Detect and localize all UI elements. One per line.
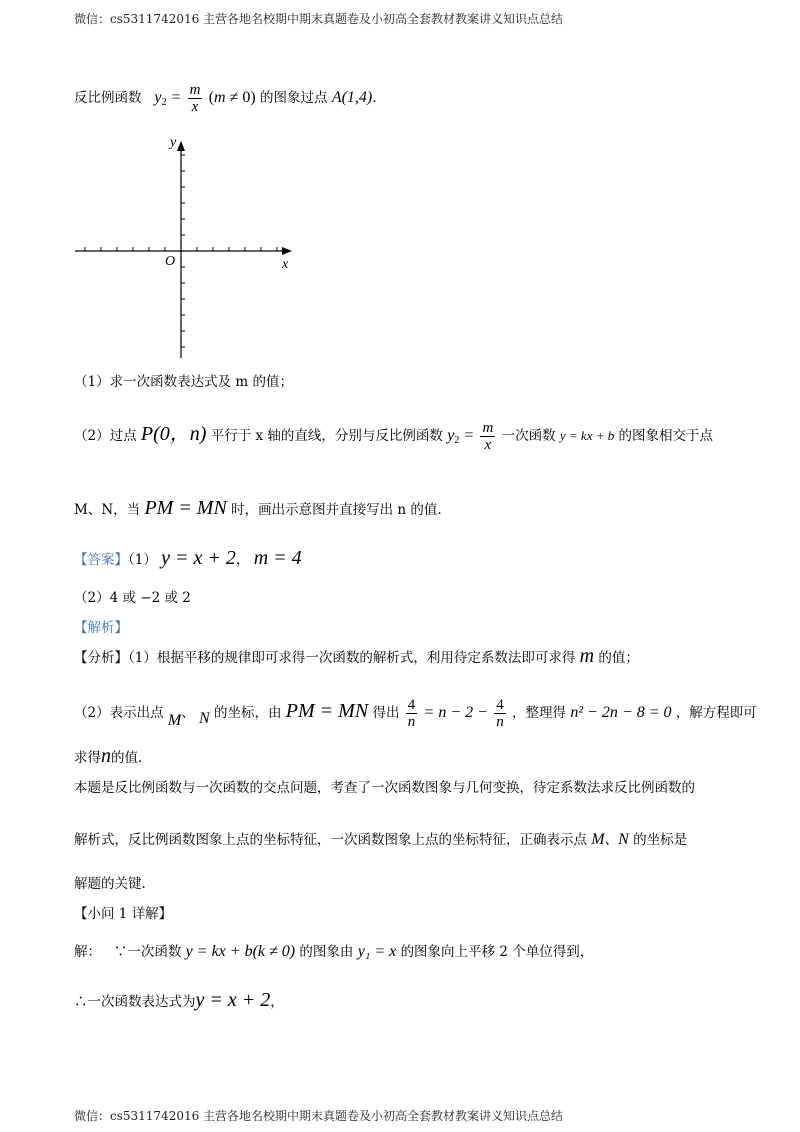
detail-comma: ， [270,994,284,1010]
answer-line [74,548,302,570]
question-1: （1）求一次函数表达式及 m 的值； [74,374,293,390]
page-header: 微信：cs5311742016 主营各地名校期中期末真题卷及小初高全套教材教案讲义知识点总结 [74,12,564,26]
fenxi-n-label: N [199,710,210,727]
fenxi-line3-end: 的值. [111,750,143,766]
fenxi-line2-a: （2）表示出点 [74,705,164,721]
q2-prefix: （2）过点 [74,428,137,444]
q2-line2-end: 时，画出示意图并直接写出 n 的值. [231,502,442,518]
fenxi-condition: PM = MN [285,700,369,722]
intro-line [74,82,377,115]
fenxi-m-var: m [579,645,595,667]
y-axis-label: y [170,135,177,150]
fenxi-m-label: M [167,712,182,729]
answer-part1-label: （1） [128,552,157,568]
detail-result: y = x + 2 [195,989,271,1011]
intro-tail: . [372,90,377,106]
y-axis-arrow [177,141,185,151]
intro-text-after: 的图象过点 [260,90,328,106]
summary-line2-b: 的坐标是 [633,832,688,848]
q2-m-over-x: $\frac{m}{x}$ [482,420,494,453]
detail-y1: y₁ = x [357,943,397,960]
fenxi-tag: 【分析】 [74,650,128,666]
four-over-n-left: $\frac{4}{n}$ [407,697,416,730]
point-p: P(0，n) [140,423,207,445]
detail-line-1 [74,942,593,962]
origin-label: O [165,254,176,269]
detail-end: 的图象向上平移 2 个单位得到， [400,944,594,960]
summary-n-label: N [618,831,629,848]
q2-mid: 平行于 x 轴的直线，分别与反比例函数 [210,428,443,444]
detail-because: ∵一次函数 [113,944,182,960]
fenxi-line2-e: ，解方程即可 [675,705,757,721]
fenxi-line-3 [74,746,142,768]
analysis-tag: 【解析】 [74,620,128,636]
fenxi-n-var: n [101,745,111,767]
summary-m-label: M [591,831,605,848]
question-2-line-2 [74,498,442,520]
summary-sep: 、 [604,832,619,848]
fenxi-line3: 求得 [74,750,101,766]
detail-tag: 【小问 1 详解】 [74,906,173,922]
q2-linear: y = kx + b [559,428,615,443]
answer-m: m = 4 [253,547,302,569]
four-over-n-right: $\frac{4}{n}$ [496,697,504,730]
summary-line2-a: 解析式，反比例函数图象上点的坐标特征，一次函数图象上点的坐标特征，正确表示点 [74,832,587,848]
fenxi-line2-c: 得出 [372,705,400,721]
fenxi-line1: （1）根据平移的规律即可求得一次函数的解析式，利用待定系数法即可求得 [128,650,576,666]
coordinate-axes [70,132,300,362]
summary-line-2 [74,830,687,850]
detail-mid: 的图象由 [299,944,354,960]
detail-sol-start: 解： [74,944,101,960]
fenxi-line2-b: 的坐标，由 [213,705,282,721]
detail-func: y = kx + b(k ≠ 0) [185,943,296,960]
answer-sep: ， [235,552,250,568]
x-axis-arrow [282,247,292,255]
pm-mn-condition: PM = MN [144,497,227,519]
answer-part2: （2）4 或 −2 或 2 [74,590,191,606]
y2-formula: $y_2$ = [154,89,182,108]
q2-end: 的图象相交于点 [618,428,714,444]
q2-mid2: 一次函数 [501,428,556,444]
summary-line-1: 本题是反比例函数与一次函数的交点问题，考查了一次函数图象与几何变换，待定系数法求反比例函数的 [74,780,695,796]
fenxi-quadratic: n² − 2n − 8 = 0 [570,704,672,721]
page-footer: 微信：cs5311742016 主营各地名校期中期末真题卷及小初高全套教材教案讲义知识点总结 [74,1109,564,1123]
answer-eq: y = x + 2 [161,547,236,569]
summary-line-3: 解题的关键. [74,876,146,892]
question-2-line-1 [74,420,713,453]
fenxi-sep: 、 [181,705,195,721]
q2-line2-start: M、N，当 [74,502,141,518]
m-over-x-fraction: $\frac{m}{x}$ [189,82,201,115]
detail-line-2 [74,990,284,1012]
m-not-zero: (m ≠ 0) [208,89,256,106]
intro-text: 反比例函数 [74,90,142,106]
fenxi-line-1 [74,646,639,668]
fenxi-line-2 [74,697,757,731]
fenxi-line2-d: ，整理得 [512,705,567,721]
q2-y2-formula: $y_2$ = [447,427,475,446]
point-a: A(1,4) [331,89,373,106]
fenxi-eq-mid: = n − 2 − [423,704,488,721]
detail-therefore: ∴一次函数表达式为 [74,994,196,1010]
x-axis-label: x [282,257,289,272]
answer-tag: 【答案】 [74,552,128,568]
fenxi-line1-end: 的值； [598,650,639,666]
